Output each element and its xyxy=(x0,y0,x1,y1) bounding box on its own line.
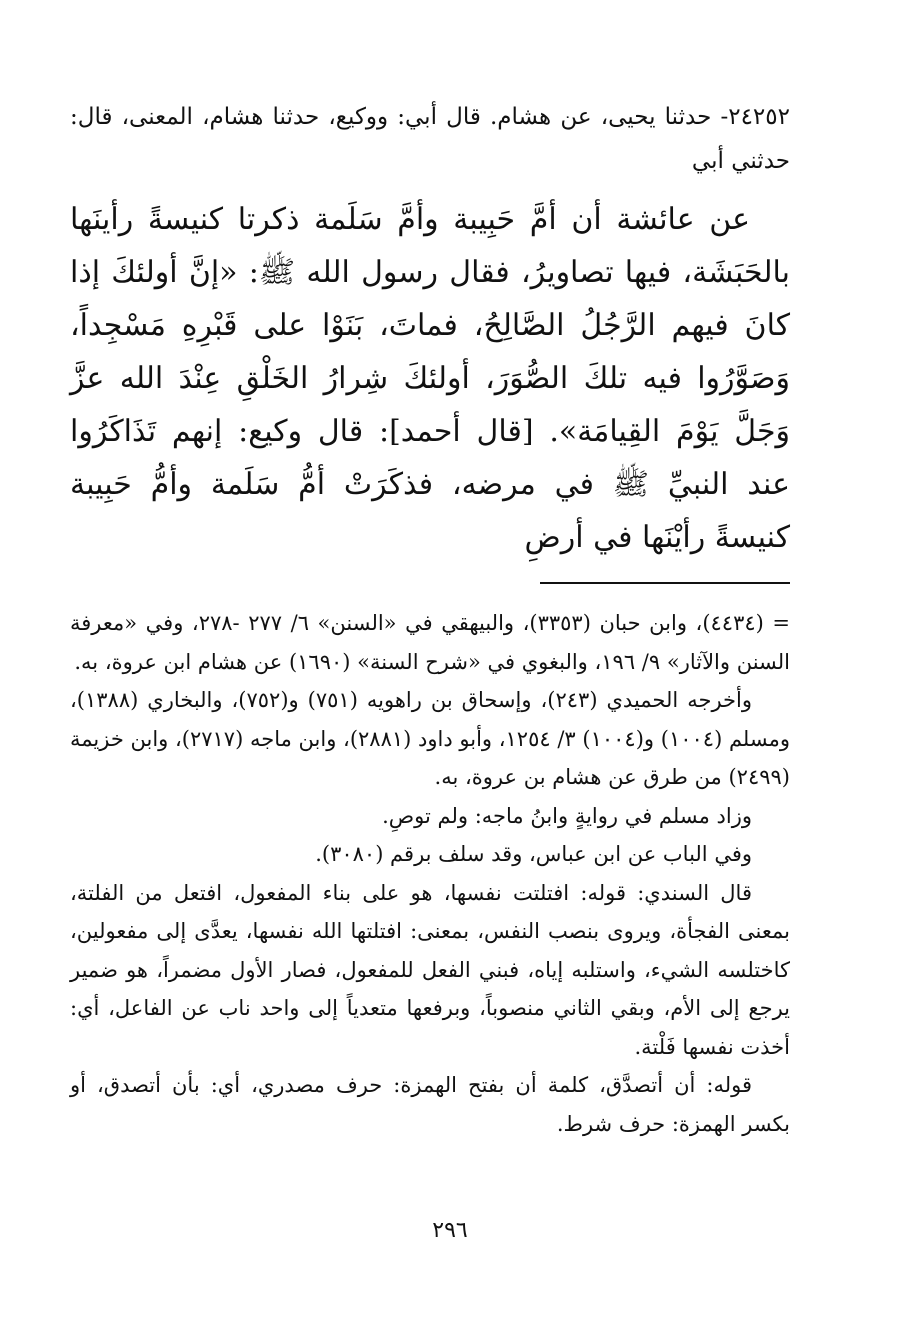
footnote-paragraph: وفي الباب عن ابن عباس، وقد سلف برقم (٣٠٨٠). xyxy=(315,842,752,866)
footnote-paragraph: قوله: أن أتصدَّق، كلمة أن بفتح الهمزة: حرف مصدري، أي: بأن أتصدق، أو بكسر الهمزة: حرف شرط. xyxy=(70,1073,790,1136)
footnote-paragraph: وزاد مسلم في روايةٍ وابنُ ماجه: ولم توصِ. xyxy=(382,803,752,828)
footnote-paragraph: وأخرجه الحميدي (٢٤٣)، وإسحاق بن راهويه (٧٥١) و(٧٥٢)، والبخاري (١٣٨٨)، ومسلم (١٠٠٤) و(١٠٠٤) ٣/ ١٢٥٤، وأبو داود (٢٨٨١)، وابن ماجه (٢٧١٧)، وابن خزيمة (٢٤٩٩) من طرق عن هشام بن عروة، به. xyxy=(70,688,790,789)
footnote-paragraph: قال السندي: قوله: افتلتت نفسها، هو على بناء المفعول، افتعل من الفلتة، بمعنى الفجأة، ويروى بنصب النفس، بمعنى: افتلتها الله نفسها، يعدَّى إلى مفعولين، كاختلسه الشيء، واستلبه إياه، فبني الفعل للمفعول، فصار الأول مضمراً، هو ضمير يرجع إلى الأم، وبقي الثاني منصوباً، وبرفعها متعدياً إلى واحد ناب عن الفاعل، أي: أخذت نفسها فَلْتة. xyxy=(70,880,790,1059)
footnotes xyxy=(70,604,790,1143)
hadith-chain: ٢٤٢٥٢- حدثنا يحيى، عن هشام. قال أبي: ووكيع، حدثنا هشام، المعنى، قال: حدثني أبي xyxy=(70,104,790,174)
page-body xyxy=(70,95,790,1143)
page-number: ٢٩٦ xyxy=(432,1218,468,1243)
footnote-separator xyxy=(540,582,790,584)
footnote-continuation: = (٤٤٣٤)، وابن حبان (٣٣٥٣)، والبيهقي في «السنن» ٦/ ٢٧٧ -٢٧٨، وفي «معرفة السنن والآثار» ٩/ ١٩٦، والبغوي في «شرح السنة» (١٦٩٠) عن هشام ابن عروة، به. xyxy=(70,611,790,674)
hadith-text: عن عائشة أن أمَّ حَبِيبة وأمَّ سَلَمة ذكرتا كنيسةً رأينَها بالحَبَشَة، فيها تصاويرُ، فقال رسول الله ﷺ: «إنَّ أولئكَ إذا كانَ فيهم الرَّجُلُ الصَّالِحُ، فماتَ، بَنَوْا على قَبْرِهِ مَسْجِداً، وَصَوَّرُوا فيه تلكَ الصُّوَرَ، أولئكَ شِرارُ الخَلْقِ عِنْدَ الله عزَّ وَجَلَّ يَوْمَ القِيامَة». [قال أحمد]: قال وكيع: إنهم تَذَاكَرُوا عند النبيِّ ﷺ في مرضه، فذكَرَتْ أمُّ سَلَمة وأمُّ حَبِيبة كنيسةً رأيْنَها في أرضِ xyxy=(70,202,790,555)
